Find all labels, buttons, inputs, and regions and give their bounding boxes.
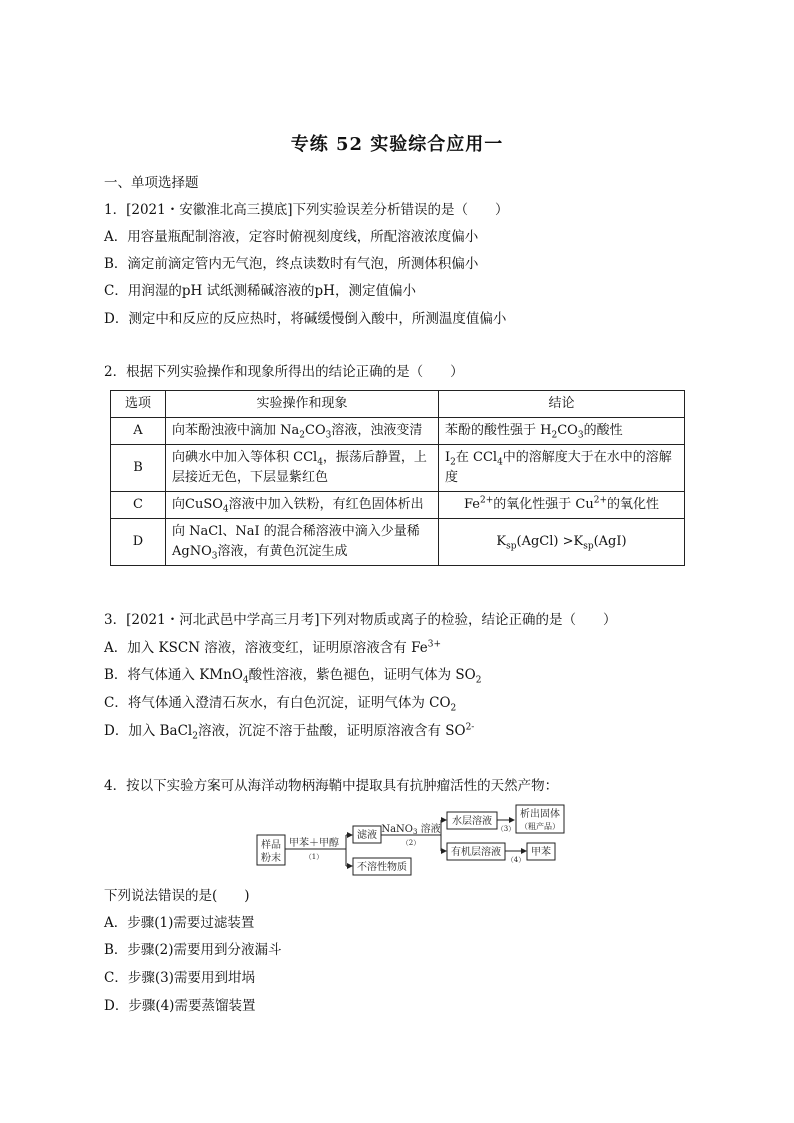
q4-option-a: A．步骤(1)需要过滤装置 xyxy=(104,915,255,931)
table-row xyxy=(111,418,685,445)
label-step4: （4） xyxy=(506,856,526,864)
q2-table xyxy=(110,390,685,566)
label-filtrate: 滤液 xyxy=(357,830,377,841)
row-option: A xyxy=(111,418,166,445)
row-conclusion: 苯酚的酸性强于 $H_2CO_3$的酸性 xyxy=(439,418,685,445)
q3-option-b: B．将气体通入 KMnO$_4$酸性溶液，紫色褪色，证明气体为 $SO_2$ xyxy=(104,667,482,686)
label-insoluble: 不溶性物质 xyxy=(357,862,407,873)
row-option: D xyxy=(111,519,166,566)
row-operation: 向碘水中加入等体积 CCl$_4$，振荡后静置，上层接近无色，下层显紫红色 xyxy=(166,445,439,492)
q1-option-a: A．用容量瓶配制溶液，定容时俯视刻度线，所配溶液浓度偏小 xyxy=(104,229,479,245)
label-solid-1: 析出固体 xyxy=(520,809,560,820)
row-operation: 向 NaCl、NaI 的混合稀溶液中滴入少量稀AgNO$_3$溶液，有黄色沉淀生成 xyxy=(166,519,439,566)
label-step1: （1） xyxy=(304,853,324,861)
q1-option-d: D．测定中和反应的反应热时，将碱缓慢倒入酸中，所测温度值偏小 xyxy=(104,311,507,327)
q2-stem: 2．根据下列实验操作和现象所得出的结论正确的是（ ） xyxy=(104,364,464,380)
label-sample-1: 样品 xyxy=(261,840,281,851)
header-option: 选项 xyxy=(111,391,166,418)
page-title: 专练 52 实验综合应用一 xyxy=(290,134,504,155)
label-reagent1: 甲苯＋甲醇 xyxy=(289,838,339,849)
q3-option-c: C．将气体通入澄清石灰水，有白色沉淀，证明气体为 $CO_2$ xyxy=(104,695,457,714)
label-toluene: 甲苯 xyxy=(531,847,551,858)
table-row xyxy=(111,492,685,519)
q4-option-b: B．步骤(2)需要用到分液漏斗 xyxy=(104,942,282,958)
table-header-row xyxy=(111,391,685,418)
row-option: B xyxy=(111,445,166,492)
table-row xyxy=(111,519,685,566)
q4-stem: 4．按以下实验方案可从海洋动物柄海鞘中提取具有抗肿瘤活性的天然产物： xyxy=(104,778,559,794)
q4-option-c: C．步骤(3)需要用到坩埚 xyxy=(104,970,255,986)
label-sample-2: 粉末 xyxy=(261,853,281,864)
row-operation: 向CuSO$_4$溶液中加入铁粉，有红色固体析出 xyxy=(166,492,439,519)
header-operation: 实验操作和现象 xyxy=(166,391,439,418)
q3-option-d: D．加入 BaCl$_2$溶液，沉淀不溶于盐酸，证明原溶液含有 $SO^{2-}$ xyxy=(104,722,475,742)
row-operation: 向苯酚浊液中滴加 $Na_2CO_3$溶液，浊液变清 xyxy=(166,418,439,445)
q1-option-c: C．用润湿的pH 试纸测稀碱溶液的pH，测定值偏小 xyxy=(104,283,416,299)
row-conclusion: $K_{sp}(AgCl) >K_{sp}(AgI)$ xyxy=(439,519,685,566)
label-step3: （3） xyxy=(496,825,516,833)
q3-option-a: A．加入 KSCN 溶液，溶液变红，证明原溶液含有 $Fe^{3+}$ xyxy=(104,639,441,656)
row-conclusion: $I_2$在 CCl$_4$中的溶解度大于在水中的溶解度 xyxy=(439,445,685,492)
header-conclusion: 结论 xyxy=(439,391,685,418)
label-aqueous: 水层溶液 xyxy=(452,816,492,827)
row-conclusion: $Fe^{2+}$的氧化性强于 $Cu^{2+}$的氧化性 xyxy=(439,492,685,519)
table-row xyxy=(111,445,685,492)
label-solid-2: （粗产品） xyxy=(520,822,560,831)
q1-stem: 1．[2021・安徽淮北高三摸底]下列实验误差分析错误的是（ ） xyxy=(104,202,509,218)
q3-stem: 3．[2021・河北武邑中学高三月考]下列对物质或离子的检验，结论正确的是（ ） xyxy=(104,612,617,628)
row-option: C xyxy=(111,492,166,519)
q4-question: 下列说法错误的是( ) xyxy=(104,888,250,904)
label-step2: （2） xyxy=(401,839,421,847)
label-reagent2: NaNO$_3$ 溶液 xyxy=(381,824,441,836)
q1-option-b: B．滴定前滴定管内无气泡，终点读数时有气泡，所测体积偏小 xyxy=(104,256,479,272)
section-heading: 一、单项选择题 xyxy=(104,175,199,191)
q4-option-d: D．步骤(4)需要蒸馏装置 xyxy=(104,998,256,1014)
q4-flowchart xyxy=(256,801,586,877)
label-organic: 有机层溶液 xyxy=(451,847,501,858)
